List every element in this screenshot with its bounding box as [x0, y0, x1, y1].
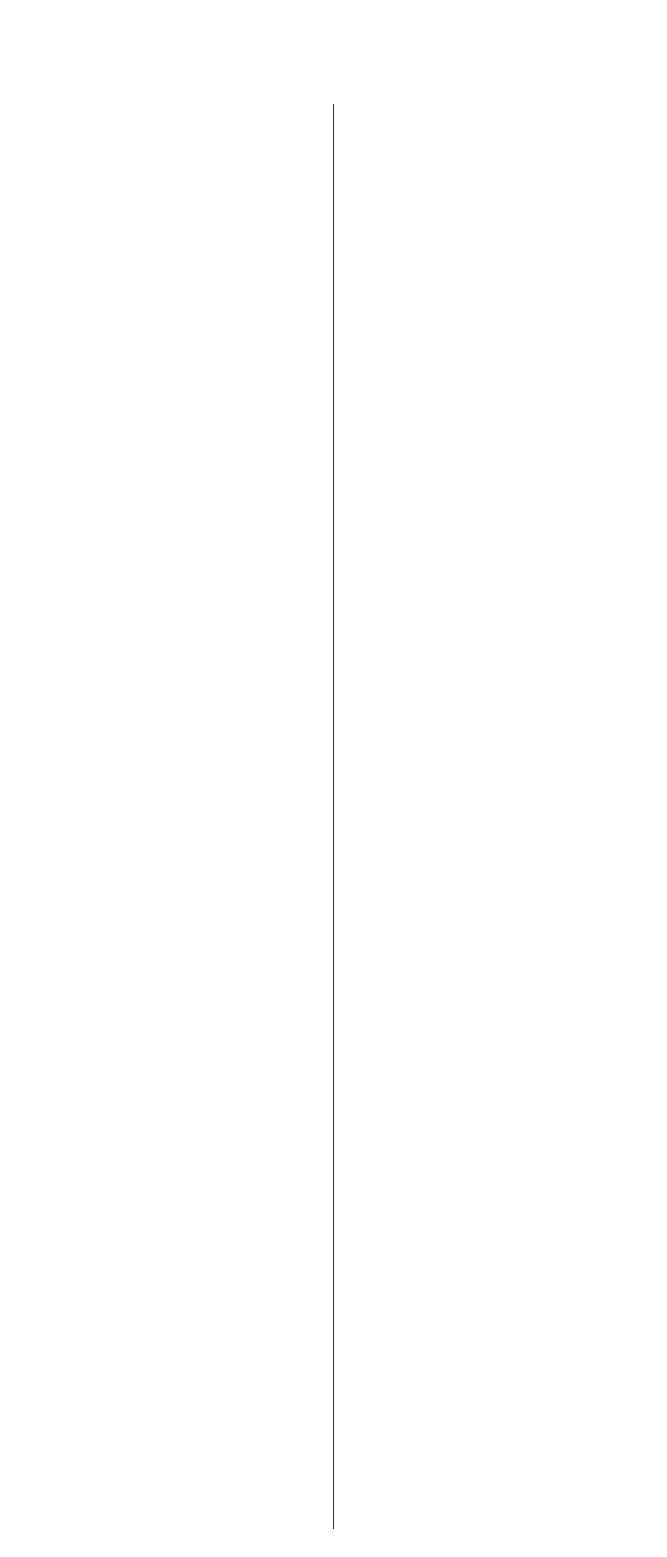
- article-headline: [10, 8, 657, 52]
- column-divider: [333, 104, 334, 1529]
- left-column: [10, 104, 328, 1529]
- article-body: [10, 104, 657, 1529]
- right-column: [339, 104, 657, 1529]
- article-byline: [10, 62, 657, 94]
